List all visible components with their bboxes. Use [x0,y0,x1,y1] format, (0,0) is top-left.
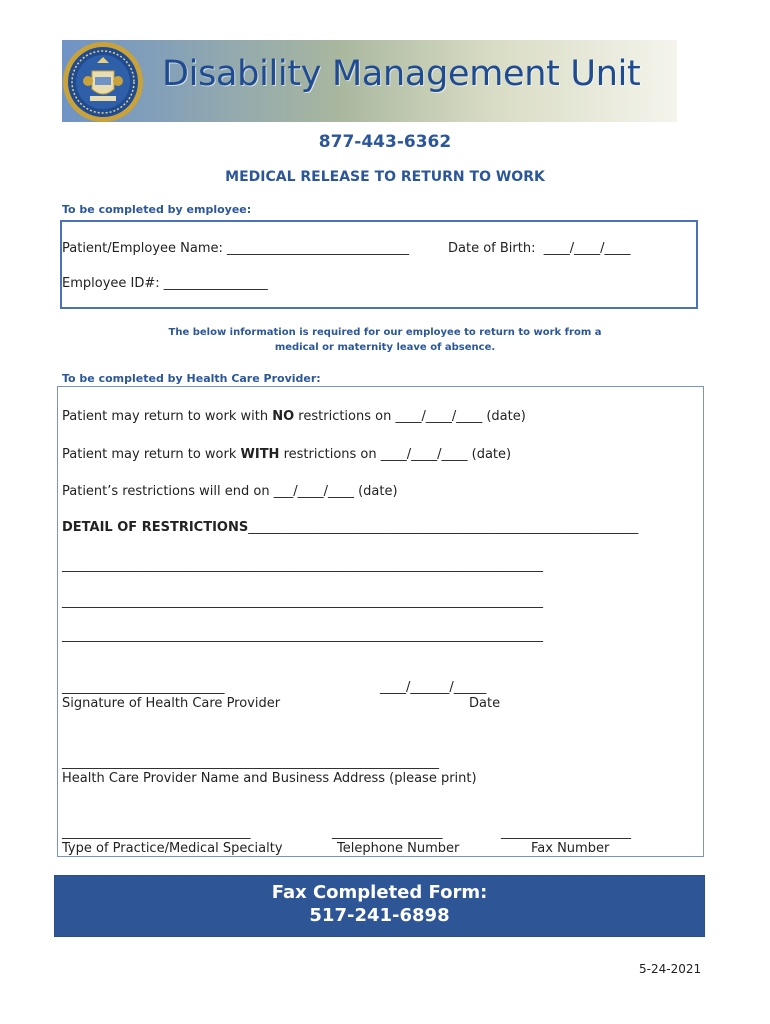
no-restrictions-prefix: Patient may return to work with [62,409,273,424]
unit-title: Disability Management Unit [162,54,641,94]
unit-phone-number: 877-443-6362 [318,132,452,152]
signature-date-line[interactable]: ____/______/_____ [380,680,487,695]
with-restrictions-emphasis: WITH [240,447,280,462]
restrictions-end-line[interactable]: Patient’s restrictions will end on ___/____/____ (date) [62,484,398,499]
form-title: MEDICAL RELEASE TO RETURN TO WORK [225,169,545,185]
employee-section-label: To be completed by employee: [62,203,252,216]
signature-label: Signature of Health Care Provider [62,696,281,711]
signature-date-label: Date [469,696,501,711]
info-note-line-2: medical or maternity leave of absence. [274,342,496,353]
revision-date: 5-24-2021 [639,962,702,976]
detail-of-restrictions-label: DETAIL OF RESTRICTIONS [62,520,249,535]
telephone-line[interactable]: _________________ [332,825,443,840]
fax-instructions-number: 517-241-6898 [309,905,450,926]
no-restrictions-emphasis: NO [272,409,295,424]
info-note-line-1: The below information is required for our employee to return to work from a [168,327,602,338]
detail-of-restrictions-line[interactable] [62,520,638,535]
restriction-blank-line-3[interactable]: __________________________________________________________________________ [62,628,543,643]
no-restrictions-line[interactable] [62,409,526,424]
with-restrictions-prefix: Patient may return to work [62,447,241,462]
signature-line[interactable]: _________________________ [62,680,225,695]
date-of-birth-field[interactable]: Date of Birth: ____/____/____ [448,241,631,256]
detail-line-tail: ____________________________________________________________ [248,520,639,535]
with-restrictions-line[interactable] [62,447,511,462]
with-restrictions-suffix: restrictions on ____/____/____ (date) [279,447,512,462]
fax-instructions-box [54,875,705,937]
employee-id-field[interactable]: Employee ID#: ________________ [62,276,268,291]
provider-address-line[interactable]: __________________________________________________________ [62,755,439,770]
state-seal-logo [62,41,144,123]
fax-number-label: Fax Number [531,841,610,856]
no-restrictions-suffix: restrictions on ____/____/____ (date) [294,409,526,424]
restriction-blank-line-1[interactable]: __________________________________________________________________________ [62,558,543,573]
telephone-label: Telephone Number [337,841,460,856]
header-banner [62,40,677,122]
fax-instructions-title: Fax Completed Form: [271,882,488,903]
patient-name-field[interactable]: Patient/Employee Name: ____________________________ [62,241,410,256]
practice-type-line[interactable]: _____________________________ [62,825,251,840]
provider-address-label: Health Care Provider Name and Business Address (please print) [62,771,477,786]
fax-number-line[interactable]: ____________________ [501,825,631,840]
restriction-blank-line-2[interactable]: __________________________________________________________________________ [62,594,543,609]
practice-type-label: Type of Practice/Medical Specialty [62,841,283,856]
employee-info-box [60,220,698,309]
provider-section-label: To be completed by Health Care Provider: [62,372,321,385]
